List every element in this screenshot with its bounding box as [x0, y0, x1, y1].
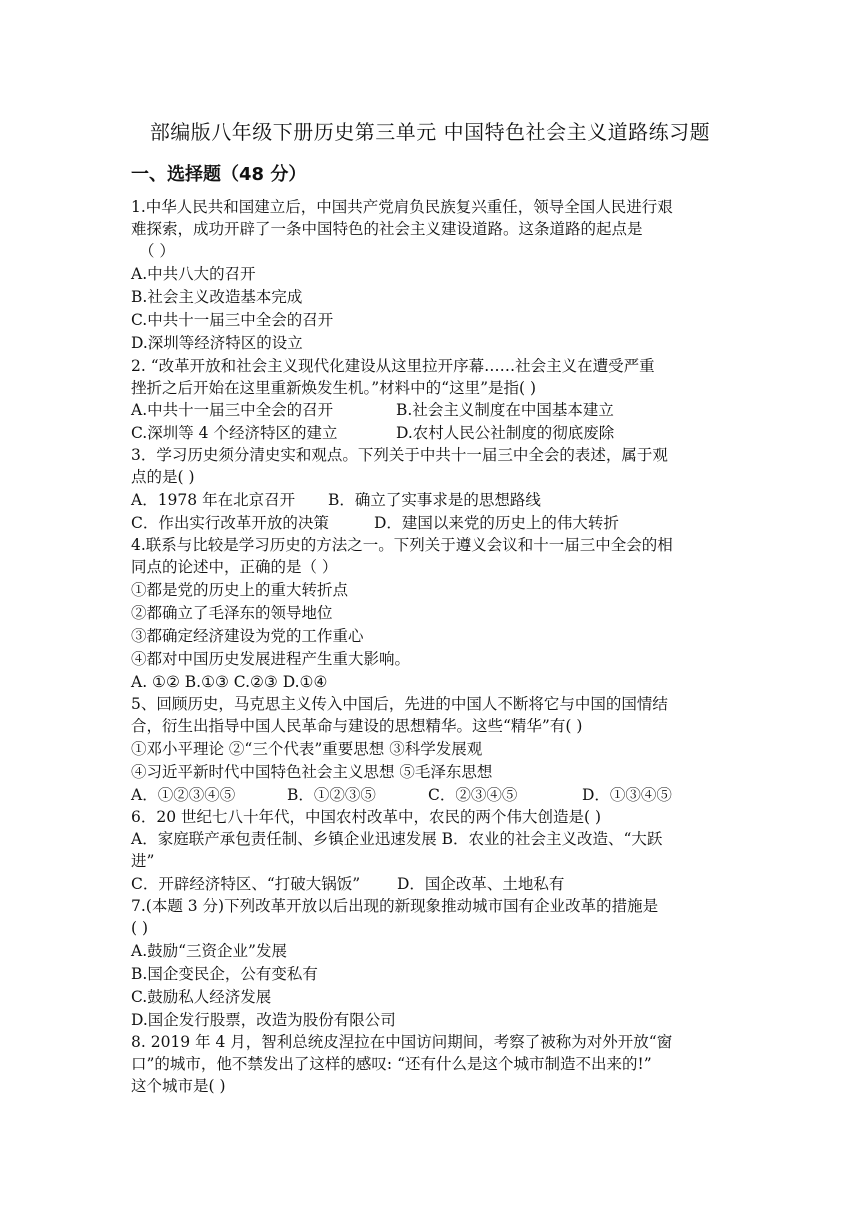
q4-stem-line-2: 同点的论述中，正确的是（ ）	[131, 558, 338, 576]
q2-option-d: D.农村人民公社制度的彻底废除	[396, 424, 615, 442]
q4-item-4: ④都对中国历史发展进程产生重大影响。	[131, 650, 411, 668]
q6-option-ab: A．家庭联产承包责任制、乡镇企业迅速发展 B．农业的社会主义改造、“大跃	[131, 830, 663, 848]
q4-stem-line-1: 4.联系与比较是学习历史的方法之一。下列关于遵义会议和十一届三中全会的相	[131, 536, 673, 554]
q5-stem-line-2: 合，衍生出指导中国人民革命与建设的思想精华。这些“精华”有( )	[131, 717, 583, 735]
q1-option-b: B.社会主义改造基本完成	[131, 288, 303, 306]
q1-option-c: C.中共十一届三中全会的召开	[131, 311, 334, 329]
q6-option-d: D．国企改革、土地私有	[397, 875, 565, 893]
q8-stem-line-2: 口”的城市，他不禁发出了这样的感叹: “还有什么是这个城市制造不出来的!”	[131, 1055, 652, 1073]
q7-stem-line-2: ( )	[131, 919, 149, 937]
q2-option-a: A.中共十一届三中全会的召开	[131, 401, 334, 419]
q5-items-row-1: ①邓小平理论 ②“三个代表”重要思想 ③科学发展观	[131, 740, 483, 758]
q1-option-d: D.深圳等经济特区的设立	[131, 334, 303, 352]
q5-option-a: A．①②③④⑤	[131, 786, 236, 804]
q1-stem-line-1: 1.中华人民共和国建立后，中国共产党肩负民族复兴重任，领导全国人民进行艰	[131, 198, 673, 216]
section-heading: 一、选择题（48 分）	[131, 164, 307, 185]
q2-stem-line-1: 2. “改革开放和社会主义现代化建设从这里拉开序幕……社会主义在遭受严重	[131, 357, 655, 375]
q5-items-row-2: ④习近平新时代中国特色社会主义思想 ⑤毛泽东思想	[131, 763, 493, 781]
q3-option-c: C．作出实行改革开放的决策	[131, 514, 329, 532]
q2-option-c: C.深圳等 4 个经济特区的建立	[131, 424, 338, 442]
q6-stem: 6．20 世纪七八十年代，中国农村改革中，农民的两个伟大创造是( )	[131, 808, 602, 826]
q5-option-b: B．①②③⑤	[287, 786, 376, 804]
q7-option-d: D.国企发行股票，改造为股份有限公司	[131, 1011, 396, 1029]
q6-option-c: C．开辟经济特区、“打破大锅饭”	[131, 875, 361, 893]
q4-item-3: ③都确定经济建设为党的工作重心	[131, 627, 364, 645]
q4-item-1: ①都是党的历史上的重大转折点	[131, 581, 349, 599]
q1-answer-blank: （ ）	[139, 242, 175, 260]
document-title: 部编版八年级下册历史第三单元 中国特色社会主义道路练习题	[149, 120, 711, 144]
q3-option-a: A．1978 年在北京召开	[131, 491, 296, 509]
q6-option-b-cont: 进”	[131, 852, 155, 870]
q8-stem-line-1: 8. 2019 年 4 月，智利总统皮涅拉在中国访问期间，考察了被称为对外开放“窗	[131, 1033, 673, 1051]
q1-stem-line-2: 难探索，成功开辟了一条中国特色的社会主义建设道路。这条道路的起点是	[131, 220, 643, 238]
q3-option-d: D．建国以来党的历史上的伟大转折	[374, 514, 619, 532]
q5-option-d: D．①③④⑤	[582, 786, 672, 804]
q7-option-c: C.鼓励私人经济发展	[131, 988, 272, 1006]
q3-stem-line-1: 3．学习历史须分清史实和观点。下列关于中共十一届三中全会的表述，属于观	[131, 446, 668, 464]
q5-option-c: C．②③④⑤	[428, 786, 518, 804]
q3-stem-line-2: 点的是( )	[131, 468, 195, 486]
q7-option-a: A.鼓励“三资企业”发展	[131, 942, 287, 960]
q4-item-2: ②都确立了毛泽东的领导地位	[131, 604, 333, 622]
q5-stem-line-1: 5、回顾历史，马克思主义传入中国后，先进的中国人不断将它与中国的国情结	[131, 695, 668, 713]
q3-option-b: B．确立了实事求是的思想路线	[328, 491, 541, 509]
q4-options: A. ①② B.①③ C.②③ D.①④	[131, 673, 328, 691]
q1-option-a: A.中共八大的召开	[131, 265, 256, 283]
q2-option-b: B.社会主义制度在中国基本建立	[396, 401, 614, 419]
q2-stem-line-2: 挫折之后开始在这里重新焕发生机。”材料中的“这里”是指( )	[131, 379, 537, 397]
q7-option-b: B.国企变民企，公有变私有	[131, 965, 318, 983]
q8-stem-line-3: 这个城市是( )	[131, 1077, 226, 1095]
q7-stem-line-1: 7.(本题 3 分)下列改革开放以后出现的新现象推动城市国有企业改革的措施是	[131, 897, 659, 915]
